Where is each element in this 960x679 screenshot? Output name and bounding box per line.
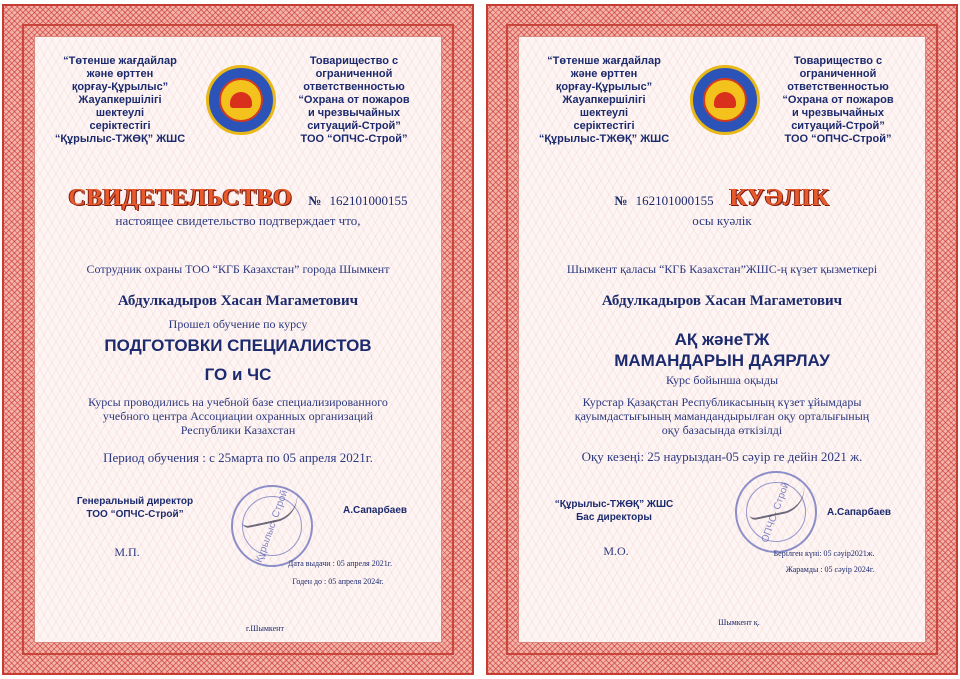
certificate-title: СВИДЕТЕЛЬСТВО (68, 185, 293, 211)
emblem-logo (690, 65, 760, 135)
emblem-logo (206, 65, 276, 135)
courses-info-line3: Республики Казахстан (180, 423, 296, 437)
header-line: серіктестігі (89, 120, 151, 132)
header-line: ограниченной (799, 68, 877, 80)
header-line: “Төтенше жағдайлар (63, 55, 177, 67)
header-line: және өрттен (570, 68, 638, 80)
courses-info-line3: оқу базасында өткізілді (661, 423, 783, 437)
helmet-icon (714, 92, 736, 108)
issue-date: Берілген күні: 05 сәуір2021ж. (773, 549, 875, 558)
subtitle: осы куәлік (692, 213, 752, 228)
header-line: шектеулі (95, 107, 145, 119)
header-russian (763, 55, 913, 146)
header-line: и чрезвычайных (791, 107, 885, 119)
director-org: “Құрылыс-ТЖӨҚ” ЖШС (554, 499, 674, 510)
signer-name: А.Сапарбаев (826, 507, 892, 518)
courses-info-line1: Курсы проводились на учебной базе специализированного (88, 395, 388, 409)
header-kazakh (529, 55, 679, 146)
header-line: ограниченной (315, 68, 393, 80)
number-sign: № (614, 193, 628, 208)
courses-info-line2: қауымдастығының мамандандырылған оқу орталығының (574, 409, 870, 423)
course-title-line2: МАМАНДАРЫН ДАЯРЛАУ (614, 351, 830, 370)
director-org: ТОО “ОПЧС-Строй” (86, 509, 184, 520)
holder-name: Абдулкадыров Хасан Магаметович (601, 293, 843, 309)
title-row (35, 185, 441, 212)
employee-line: Сотрудник охраны ТОО “КГБ Казахстан” города Шымкент (86, 262, 390, 276)
header-line: Товарищество с (309, 55, 399, 67)
header-kazakh (45, 55, 195, 146)
stamp-text: ОПЧС- Строй (759, 480, 793, 544)
header-line: “Құрылыс-ТЖӨҚ” ЖШС (538, 133, 670, 145)
certificate-number: 162101000155 (329, 193, 408, 208)
employee-line: Шымкент қаласы “КГБ Казахстан”ЖШС-ң күзет қызметкері (566, 262, 878, 276)
issue-date: Дата выдачи : 05 апреля 2021г. (287, 559, 393, 568)
certificate-title: КУӘЛІК (729, 185, 830, 211)
header-line: “Төтенше жағдайлар (547, 55, 661, 67)
valid-until: Жарамды : 05 сәуір 2024г. (785, 565, 875, 574)
course-caption: Прошел обучение по курсу (168, 317, 308, 331)
courses-info-line1: Курстар Қазақстан Республикасының күзет ұйымдары (582, 395, 862, 409)
header-line: и чрезвычайных (307, 107, 401, 119)
number-sign: № (308, 193, 322, 208)
stamp-text: Құрылыс- Строй (253, 488, 291, 564)
header-line: “Құрылыс-ТЖӨҚ” ЖШС (54, 133, 186, 145)
subtitle: настоящее свидетельство подтверждает что, (115, 213, 361, 228)
helmet-icon (230, 92, 252, 108)
valid-until: Годен до : 05 апреля 2024г. (292, 577, 384, 586)
title-row (519, 185, 925, 212)
header-line: және өрттен (86, 68, 154, 80)
city: г.Шымкент (246, 624, 284, 633)
course-title-line1: ПОДГОТОВКИ СПЕЦИАЛИСТОВ (104, 336, 372, 355)
courses-info-line2: учебного центра Ассоциации охранных организаций (102, 409, 374, 423)
director-title: Бас директоры (576, 512, 652, 523)
director-title: Генеральный директор (76, 496, 194, 507)
header-line: Жауапкершілігі (78, 94, 162, 106)
header-line: ситуаций-Строй” (307, 120, 401, 132)
header-line: шектеулі (579, 107, 629, 119)
header-line: Жауапкершілігі (562, 94, 646, 106)
header-line: серіктестігі (573, 120, 635, 132)
seal-mark: М.О. (603, 544, 629, 558)
training-period: Оқу кезеңі: 25 наурыздан-05 сәуір ге дейін 2021 ж. (581, 449, 863, 464)
training-period: Период обучения : с 25марта по 05 апреля 2021г. (103, 450, 373, 465)
header-line: ТОО “ОПЧС-Строй” (300, 133, 408, 145)
header-line: қорғау-Құрылыс” (555, 81, 653, 93)
header-line: ответственностью (787, 81, 889, 93)
header-line: ситуаций-Строй” (791, 120, 885, 132)
header-line: Товарищество с (793, 55, 883, 67)
header-line: “Охрана от пожаров (782, 94, 894, 106)
signer-name: А.Сапарбаев (342, 505, 408, 516)
course-title-line2: ГО и ЧС (204, 365, 272, 384)
header-russian (279, 55, 429, 146)
emblem-center (703, 78, 747, 122)
course-caption: Курс бойынша оқыды (665, 373, 779, 387)
seal-mark: М.П. (114, 545, 140, 559)
course-title-line1: АҚ жәнеТЖ (674, 330, 770, 349)
certificate-number: 162101000155 (635, 193, 714, 208)
header-line: ответственностью (303, 81, 405, 93)
header-line: ТОО “ОПЧС-Строй” (784, 133, 892, 145)
header-line: “Охрана от пожаров (298, 94, 410, 106)
certificate-russian (2, 4, 474, 675)
certificate-body (34, 36, 442, 643)
city: Шымкент қ. (718, 618, 760, 627)
header-line: қорғау-Құрылыс” (71, 81, 169, 93)
certificate-kazakh (486, 4, 958, 675)
emblem-center (219, 78, 263, 122)
holder-name: Абдулкадыров Хасан Магаметович (117, 293, 359, 309)
certificate-body (518, 36, 926, 643)
